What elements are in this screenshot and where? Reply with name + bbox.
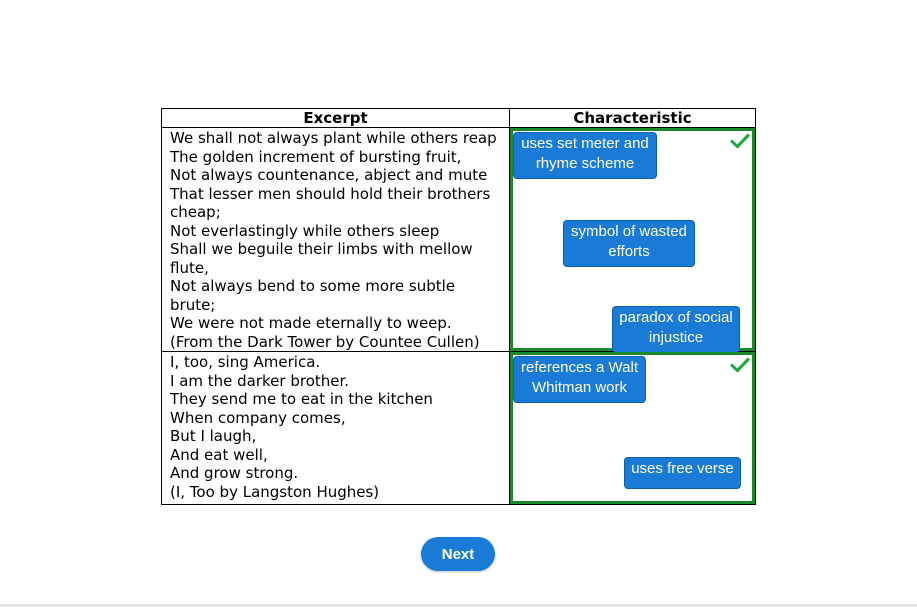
checkmark-icon [730,133,750,149]
drop-zone-cullen[interactable] [510,128,755,351]
poem-line: I am the darker brother. [170,371,350,390]
poem-line: And eat well, [170,445,268,464]
chip-free-verse[interactable]: uses free verse [624,457,741,489]
poem-line: And grow strong. [170,464,299,482]
poem-line: But I laugh, [170,427,257,445]
poem-line: Not everlastingly while others sleep [170,221,440,240]
poem-line: Not always bend to some more subtle brute; [170,277,456,314]
poem-line: We shall not always plant while others reap [170,129,497,147]
characteristic-cell-cullen [510,128,756,352]
header-excerpt: Excerpt [162,109,510,128]
chip-wasted-efforts[interactable]: symbol of wasted efforts [563,220,695,267]
poem-line: The golden increment of bursting fruit, [170,147,462,166]
excerpt-cullen [162,128,509,351]
drop-zone-hughes[interactable] [510,352,755,504]
poem-line: They send me to eat in the kitchen [170,390,433,408]
chip-social-injustice[interactable]: paradox of social injustice [612,306,740,353]
header-characteristic: Characteristic [510,109,756,128]
checkmark-icon [730,357,750,373]
poem-line: When company comes, [170,408,346,427]
poem-source: (I, Too by Langston Hughes) [170,482,380,501]
next-button[interactable]: Next [421,537,495,571]
poem-source: (From the Dark Tower by Countee Cullen) [170,332,480,351]
poem-line: Shall we beguile their limbs with mellow flute, [170,240,473,277]
chip-whitman-reference[interactable]: references a Walt Whitman work [513,356,646,403]
excerpt-cell-hughes [162,352,510,505]
poem-line: Not always countenance, abject and mute [170,166,488,184]
chip-set-meter-rhyme[interactable]: uses set meter and rhyme scheme [513,132,657,179]
matching-table [161,108,756,505]
poem-line: I, too, sing America. [170,353,321,371]
characteristic-cell-hughes [510,352,756,505]
poem-line: We were not made eternally to weep. [170,314,452,332]
poem-line: That lesser men should hold their brothers cheap; [170,184,491,221]
excerpt-cell-cullen [162,128,510,352]
excerpt-hughes [162,352,509,501]
